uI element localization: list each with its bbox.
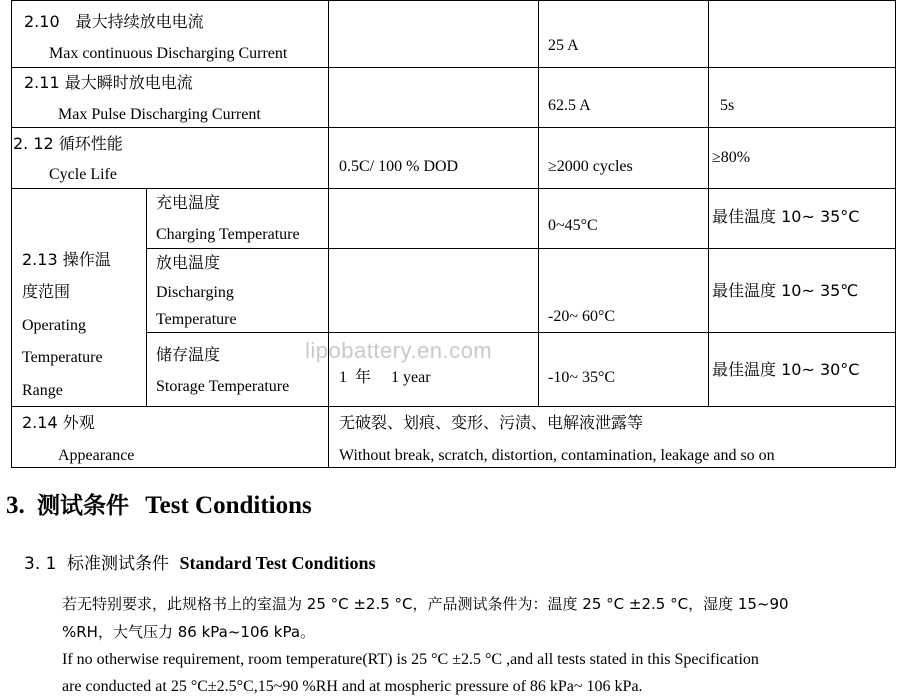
- charging-temp-en-label: Charging Temperature: [156, 226, 300, 243]
- row-2-13-en-line3: Range: [22, 382, 63, 399]
- row-2-10-en-label: Max continuous Discharging Current: [49, 45, 288, 62]
- charging-temp-note: 最佳温度 10~ 35°C: [712, 207, 860, 226]
- paragraph-en-line2: are conducted at 25 °C±2.5°C,15~90 %RH and at mospheric pressure of 86 kPa~ 106 kPa.: [62, 678, 643, 695]
- section-3-1-title-cn: 标准测试条件: [66, 554, 169, 574]
- discharging-temp-cn-label: 放电温度: [156, 253, 221, 272]
- section-3-1-number: 3. 1: [24, 554, 57, 574]
- row-2-14-cn-label: 2.14 外观: [22, 413, 95, 432]
- section-3-number: 3.: [6, 492, 25, 519]
- discharging-temp-en-label-1: Discharging: [156, 284, 234, 301]
- storage-temp-note: 最佳温度 10~ 30°C: [712, 360, 860, 379]
- row-2-11-cn-label: 2.11 最大瞬时放电电流: [24, 73, 193, 92]
- charging-temp-cn-label: 充电温度: [156, 193, 221, 212]
- paragraph-cn-line2: %RH，大气压力 86 kPa~106 kPa。: [62, 623, 316, 641]
- storage-duration: 1 年 1 year: [339, 369, 431, 386]
- section-3-heading: [6, 492, 312, 520]
- row-2-13-cn-line2: 度范围: [22, 282, 71, 301]
- section-3-title-en: Test Conditions: [145, 492, 312, 519]
- section-3-1-title-en: Standard Test Conditions: [179, 553, 376, 573]
- row-2-13-en-line2: Temperature: [22, 349, 103, 366]
- discharging-temp-value: -20~ 60°C: [548, 308, 616, 325]
- row-2-10-value: 25 A: [548, 37, 579, 54]
- row-2-12-en-label: Cycle Life: [49, 166, 117, 183]
- storage-temp-cn-label: 储存温度: [156, 345, 221, 364]
- storage-temp-value: -10~ 35°C: [548, 369, 616, 386]
- row-2-11-note: 5s: [720, 97, 735, 114]
- row-2-12-condition: 0.5C/ 100 % DOD: [339, 158, 459, 175]
- row-2-11-value: 62.5 A: [548, 97, 591, 114]
- watermark: lipobattery.en.com: [305, 338, 493, 363]
- section-3-1-heading: [24, 553, 376, 574]
- charging-temp-value: 0~45°C: [548, 217, 598, 234]
- row-2-12-value: ≥2000 cycles: [548, 158, 633, 175]
- row-2-12-cn-label: 2. 12 循环性能: [13, 134, 123, 153]
- row-2-13-en-line1: Operating: [22, 317, 86, 334]
- paragraph-en-line1: If no otherwise requirement, room temperature(RT) is 25 °C ±2.5 °C ,and all tests stated in this Specification: [62, 651, 759, 668]
- storage-temp-en-label: Storage Temperature: [156, 378, 290, 395]
- discharging-temp-note: 最佳温度 10~ 35℃: [712, 281, 859, 300]
- paragraph-cn-line1: 若无特别要求，此规格书上的室温为 25 °C ±2.5 °C，产品测试条件为：温度 25 °C ±2.5 °C，湿度 15~90: [62, 595, 789, 613]
- appearance-value-cn: 无破裂、划痕、变形、污渍、电解液泄露等: [339, 413, 644, 432]
- section-3-title-cn: 测试条件: [37, 493, 129, 519]
- appearance-value-en: Without break, scratch, distortion, contamination, leakage and so on: [339, 447, 775, 464]
- row-2-14-en-label: Appearance: [58, 447, 135, 464]
- row-2-13-cn-line1: 2.13 操作温: [22, 250, 111, 269]
- row-2-12-note: ≥80%: [712, 149, 751, 166]
- discharging-temp-en-label-2: Temperature: [156, 311, 237, 328]
- row-2-11-en-label: Max Pulse Discharging Current: [58, 106, 261, 123]
- row-2-10-cn-label: 2.10 最大持续放电电流: [24, 12, 204, 31]
